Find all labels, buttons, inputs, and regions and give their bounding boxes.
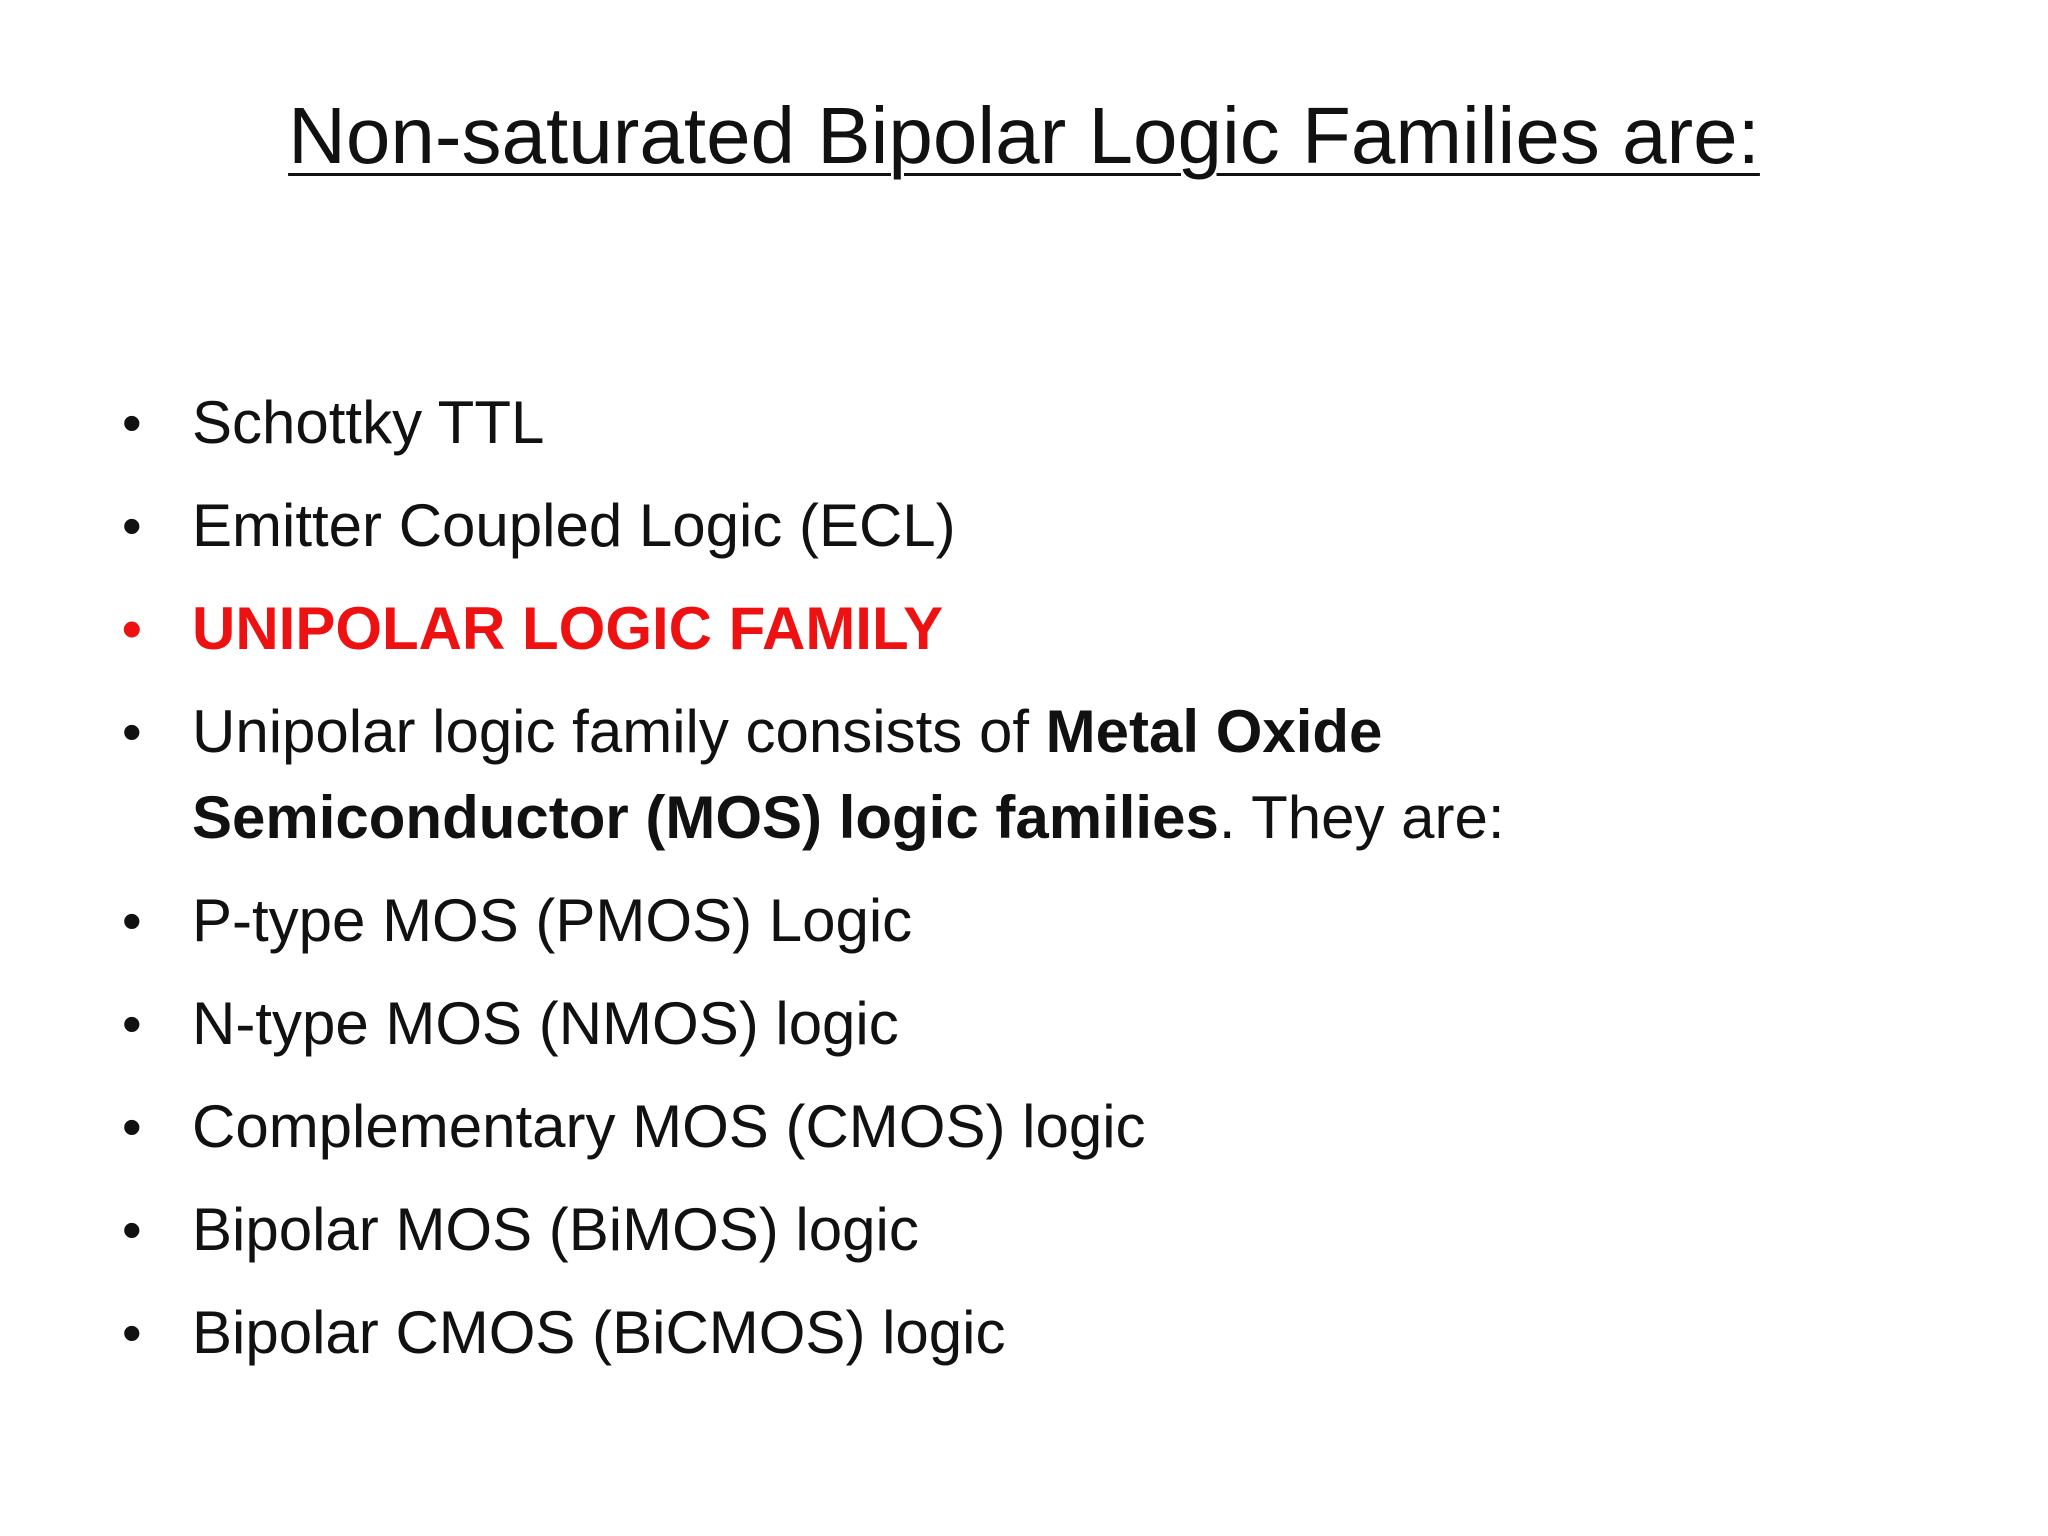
bullet-item-bimos — [0, 1187, 2048, 1273]
bullet-icon: • — [122, 391, 142, 454]
bullet-text-lead: Unipolar logic family consists of — [192, 698, 1046, 765]
bullet-item-cmos — [0, 1084, 2048, 1170]
bullet-icon: • — [122, 1198, 142, 1261]
bullet-icon: • — [122, 700, 142, 763]
bullet-list — [0, 380, 2048, 1393]
bullet-item-schottky-ttl — [0, 380, 2048, 466]
bullet-item-unipolar-description — [0, 689, 2048, 861]
bullet-icon: • — [122, 494, 142, 557]
bullet-text: Emitter Coupled Logic (ECL) — [192, 492, 956, 559]
bullet-text: Schottky TTL — [192, 389, 545, 456]
bullet-icon: • — [122, 1301, 142, 1364]
bullet-text: Bipolar CMOS (BiCMOS) logic — [192, 1299, 1006, 1366]
bullet-text: Complementary MOS (CMOS) logic — [192, 1093, 1146, 1160]
bullet-item-nmos — [0, 981, 2048, 1067]
bullet-text: N-type MOS (NMOS) logic — [192, 990, 899, 1057]
slide-title: Non-saturated Bipolar Logic Families are: — [288, 91, 1760, 180]
bullet-text: P-type MOS (PMOS) Logic — [192, 887, 913, 954]
bullet-item-bicmos — [0, 1290, 2048, 1376]
bullet-text-tail: . They are: — [1218, 784, 1505, 851]
bullet-item-ecl — [0, 483, 2048, 569]
bullet-text: Bipolar MOS (BiMOS) logic — [192, 1196, 919, 1263]
bullet-text-emphasis: Metal Oxide Semiconductor (MOS) logic families — [192, 698, 1383, 851]
bullet-icon: • — [122, 889, 142, 952]
bullet-icon: • — [122, 992, 142, 1055]
bullet-icon: • — [122, 597, 142, 660]
bullet-item-unipolar-heading — [0, 586, 2048, 672]
bullet-text: UNIPOLAR LOGIC FAMILY — [192, 595, 944, 662]
bullet-icon: • — [122, 1095, 142, 1158]
bullet-item-pmos — [0, 878, 2048, 964]
